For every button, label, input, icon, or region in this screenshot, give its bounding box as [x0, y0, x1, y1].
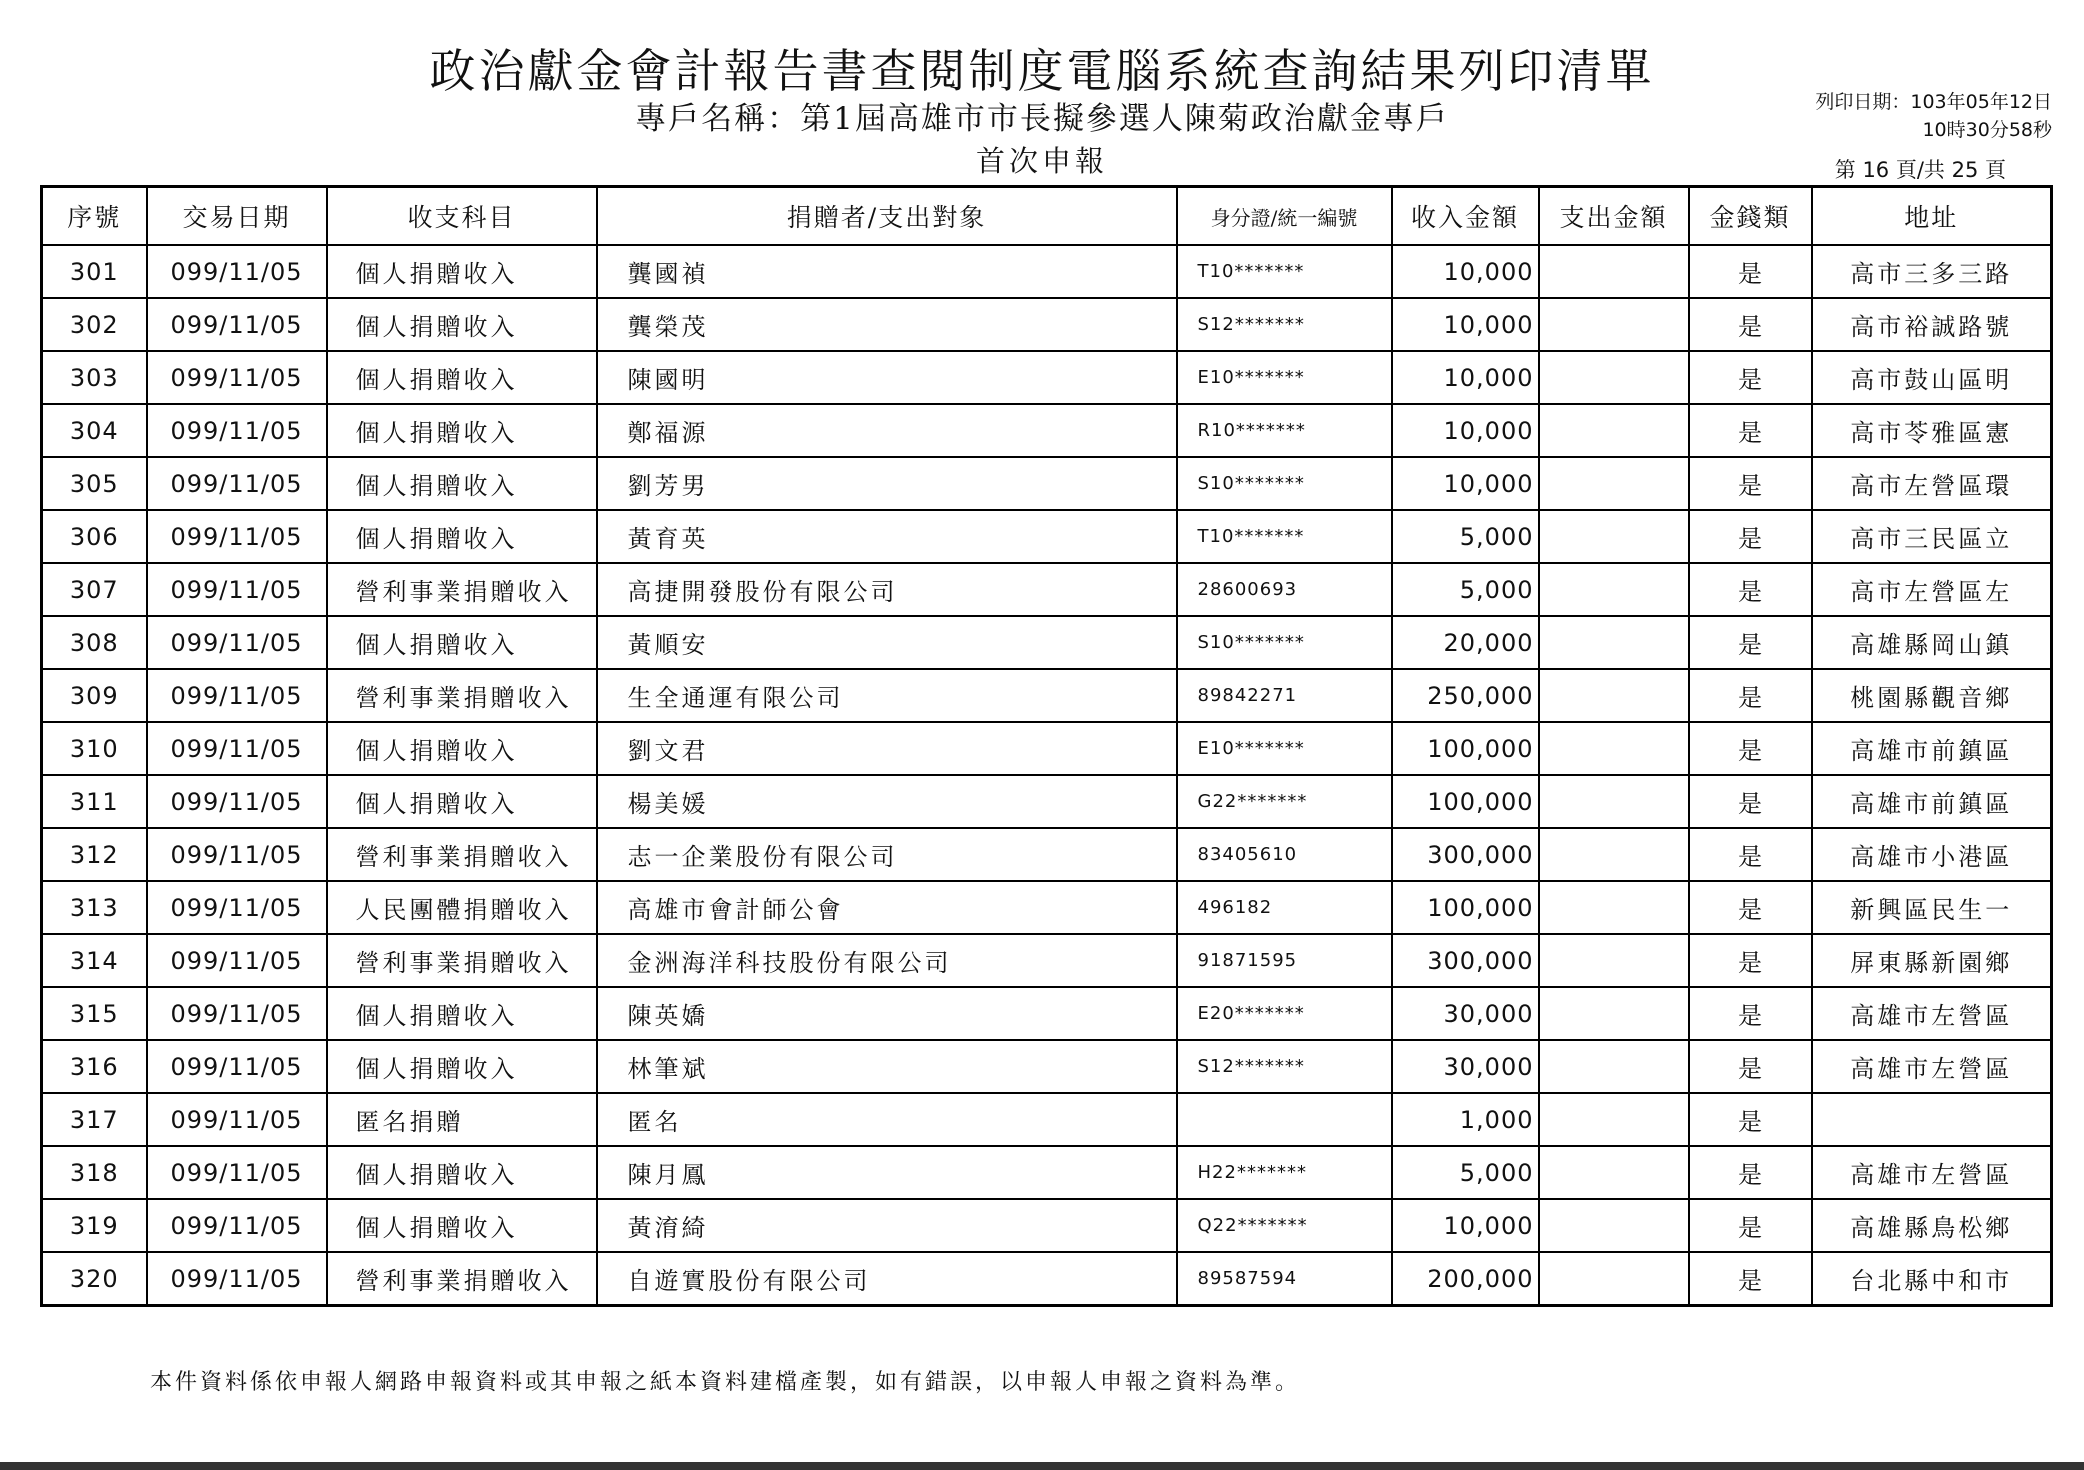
cell-seq: 306 [42, 510, 147, 563]
cell-expense [1539, 1252, 1689, 1306]
cell-id-number: E20******* [1177, 987, 1392, 1040]
cell-address: 高雄縣鳥松鄉 [1812, 1199, 2052, 1252]
cell-date: 099/11/05 [147, 1252, 327, 1306]
table-row [42, 457, 2052, 510]
cell-date: 099/11/05 [147, 669, 327, 722]
cell-income: 10,000 [1392, 404, 1539, 457]
cell-date: 099/11/05 [147, 351, 327, 404]
cell-category: 個人捐贈收入 [327, 510, 597, 563]
cell-id-number: E10******* [1177, 351, 1392, 404]
cell-seq: 310 [42, 722, 147, 775]
cell-date: 099/11/05 [147, 1040, 327, 1093]
cell-id-number: E10******* [1177, 722, 1392, 775]
table-row [42, 563, 2052, 616]
cell-money-type: 是 [1689, 987, 1812, 1040]
table-row [42, 351, 2052, 404]
cell-income: 10,000 [1392, 245, 1539, 298]
cell-expense [1539, 722, 1689, 775]
cell-date: 099/11/05 [147, 616, 327, 669]
header-date: 交易日期 [147, 187, 327, 246]
header-income: 收入金額 [1392, 187, 1539, 246]
cell-address: 高雄市前鎮區 [1812, 775, 2052, 828]
cell-money-type: 是 [1689, 1199, 1812, 1252]
cell-counterparty: 金洲海洋科技股份有限公司 [597, 934, 1177, 987]
cell-seq: 312 [42, 828, 147, 881]
table-row [42, 1199, 2052, 1252]
header-expense: 支出金額 [1539, 187, 1689, 246]
cell-date: 099/11/05 [147, 1146, 327, 1199]
cell-income: 10,000 [1392, 351, 1539, 404]
cell-money-type: 是 [1689, 934, 1812, 987]
cell-address: 高雄市小港區 [1812, 828, 2052, 881]
cell-expense [1539, 298, 1689, 351]
cell-id-number: 89842271 [1177, 669, 1392, 722]
cell-expense [1539, 1093, 1689, 1146]
cell-counterparty: 志一企業股份有限公司 [597, 828, 1177, 881]
cell-expense [1539, 828, 1689, 881]
cell-income: 250,000 [1392, 669, 1539, 722]
cell-seq: 304 [42, 404, 147, 457]
table-row [42, 298, 2052, 351]
cell-expense [1539, 510, 1689, 563]
cell-date: 099/11/05 [147, 510, 327, 563]
cell-date: 099/11/05 [147, 987, 327, 1040]
cell-id-number: T10******* [1177, 510, 1392, 563]
cell-address: 高市左營區環 [1812, 457, 2052, 510]
cell-money-type: 是 [1689, 722, 1812, 775]
cell-expense [1539, 1146, 1689, 1199]
cell-id-number: H22******* [1177, 1146, 1392, 1199]
cell-counterparty: 鄭福源 [597, 404, 1177, 457]
cell-category: 個人捐贈收入 [327, 1146, 597, 1199]
header-address: 地址 [1812, 187, 2052, 246]
table-header-row [42, 187, 2052, 246]
cell-seq: 320 [42, 1252, 147, 1306]
cell-income: 10,000 [1392, 298, 1539, 351]
cell-counterparty: 龔榮茂 [597, 298, 1177, 351]
cell-income: 200,000 [1392, 1252, 1539, 1306]
cell-money-type: 是 [1689, 351, 1812, 404]
cell-id-number: S10******* [1177, 457, 1392, 510]
cell-seq: 303 [42, 351, 147, 404]
cell-counterparty: 陳英嬌 [597, 987, 1177, 1040]
cell-address: 高雄市前鎮區 [1812, 722, 2052, 775]
cell-address: 高市苓雅區憲 [1812, 404, 2052, 457]
cell-date: 099/11/05 [147, 881, 327, 934]
cell-date: 099/11/05 [147, 722, 327, 775]
cell-income: 5,000 [1392, 563, 1539, 616]
cell-category: 營利事業捐贈收入 [327, 563, 597, 616]
cell-seq: 302 [42, 298, 147, 351]
cell-date: 099/11/05 [147, 934, 327, 987]
cell-counterparty: 黃淯綺 [597, 1199, 1177, 1252]
cell-address: 高雄市左營區 [1812, 987, 2052, 1040]
cell-category: 個人捐贈收入 [327, 351, 597, 404]
cell-counterparty: 林筆斌 [597, 1040, 1177, 1093]
cell-id-number: Q22******* [1177, 1199, 1392, 1252]
cell-expense [1539, 404, 1689, 457]
cell-income: 1,000 [1392, 1093, 1539, 1146]
cell-money-type: 是 [1689, 775, 1812, 828]
cell-id-number: 83405610 [1177, 828, 1392, 881]
cell-counterparty: 劉文君 [597, 722, 1177, 775]
cell-expense [1539, 881, 1689, 934]
cell-seq: 311 [42, 775, 147, 828]
cell-money-type: 是 [1689, 404, 1812, 457]
cell-category: 個人捐贈收入 [327, 1040, 597, 1093]
cell-money-type: 是 [1689, 1252, 1812, 1306]
cell-expense [1539, 669, 1689, 722]
cell-date: 099/11/05 [147, 563, 327, 616]
cell-seq: 316 [42, 1040, 147, 1093]
table-row [42, 881, 2052, 934]
cell-income: 5,000 [1392, 510, 1539, 563]
cell-seq: 315 [42, 987, 147, 1040]
cell-id-number: S10******* [1177, 616, 1392, 669]
table-row [42, 245, 2052, 298]
cell-address: 高雄縣岡山鎮 [1812, 616, 2052, 669]
table-row [42, 510, 2052, 563]
header-counterparty: 捐贈者/支出對象 [597, 187, 1177, 246]
cell-money-type: 是 [1689, 457, 1812, 510]
cell-money-type: 是 [1689, 616, 1812, 669]
cell-date: 099/11/05 [147, 1093, 327, 1146]
cell-income: 20,000 [1392, 616, 1539, 669]
cell-expense [1539, 457, 1689, 510]
cell-counterparty: 陳國明 [597, 351, 1177, 404]
cell-money-type: 是 [1689, 1146, 1812, 1199]
cell-category: 個人捐贈收入 [327, 245, 597, 298]
cell-category: 營利事業捐贈收入 [327, 828, 597, 881]
cell-expense [1539, 1040, 1689, 1093]
cell-income: 100,000 [1392, 775, 1539, 828]
cell-address: 高雄市左營區 [1812, 1040, 2052, 1093]
page-counter: 第 16 頁/共 25 頁 [1834, 158, 2006, 182]
print-timestamp [1815, 88, 2052, 144]
cell-income: 300,000 [1392, 934, 1539, 987]
cell-seq: 313 [42, 881, 147, 934]
cell-category: 個人捐贈收入 [327, 722, 597, 775]
cell-date: 099/11/05 [147, 245, 327, 298]
print-time: 10時30分58秒 [1922, 119, 2052, 141]
cell-counterparty: 生全通運有限公司 [597, 669, 1177, 722]
cell-income: 300,000 [1392, 828, 1539, 881]
account-name: 專戶名稱：第1屆高雄市市長擬參選人陳菊政治獻金專戶 [635, 101, 1449, 137]
table-row [42, 1146, 2052, 1199]
cell-seq: 319 [42, 1199, 147, 1252]
cell-date: 099/11/05 [147, 828, 327, 881]
cell-expense [1539, 245, 1689, 298]
cell-expense [1539, 775, 1689, 828]
cell-id-number: S12******* [1177, 298, 1392, 351]
cell-address: 高雄市左營區 [1812, 1146, 2052, 1199]
section-label: 首次申報 [975, 144, 1108, 178]
header-id-number: 身分證/統一編號 [1177, 187, 1392, 246]
cell-category: 個人捐贈收入 [327, 1199, 597, 1252]
cell-seq: 308 [42, 616, 147, 669]
table-row [42, 1093, 2052, 1146]
cell-category: 營利事業捐贈收入 [327, 934, 597, 987]
cell-category: 營利事業捐贈收入 [327, 669, 597, 722]
cell-money-type: 是 [1689, 669, 1812, 722]
cell-category: 個人捐贈收入 [327, 616, 597, 669]
cell-money-type: 是 [1689, 881, 1812, 934]
cell-id-number: 91871595 [1177, 934, 1392, 987]
cell-date: 099/11/05 [147, 404, 327, 457]
cell-money-type: 是 [1689, 828, 1812, 881]
cell-money-type: 是 [1689, 1093, 1812, 1146]
footer-note: 本件資料係依申報人網路申報資料或其申報之紙本資料建檔產製，如有錯誤，以申報人申報之資料為準。 [150, 1370, 1301, 1395]
cell-income: 10,000 [1392, 1199, 1539, 1252]
cell-expense [1539, 934, 1689, 987]
header-category: 收支科目 [327, 187, 597, 246]
report-title: 政治獻金會計報告書查閱制度電腦系統查詢結果列印清單 [429, 44, 1655, 98]
cell-expense [1539, 616, 1689, 669]
cell-id-number: T10******* [1177, 245, 1392, 298]
cell-expense [1539, 1199, 1689, 1252]
cell-category: 個人捐贈收入 [327, 987, 597, 1040]
print-date: 列印日期：103年05年12日 [1815, 91, 2052, 113]
cell-counterparty: 陳月鳳 [597, 1146, 1177, 1199]
cell-income: 100,000 [1392, 881, 1539, 934]
bottom-scan-edge [0, 1462, 2084, 1470]
cell-date: 099/11/05 [147, 775, 327, 828]
table-row [42, 722, 2052, 775]
cell-address: 高市左營區左 [1812, 563, 2052, 616]
cell-category: 人民團體捐贈收入 [327, 881, 597, 934]
cell-id-number: 496182 [1177, 881, 1392, 934]
cell-income: 5,000 [1392, 1146, 1539, 1199]
cell-counterparty: 高雄市會計師公會 [597, 881, 1177, 934]
table-row [42, 1040, 2052, 1093]
table-row [42, 828, 2052, 881]
table-row [42, 775, 2052, 828]
table-row [42, 404, 2052, 457]
table-row [42, 669, 2052, 722]
cell-expense [1539, 987, 1689, 1040]
cell-counterparty: 高捷開發股份有限公司 [597, 563, 1177, 616]
cell-category: 個人捐贈收入 [327, 775, 597, 828]
cell-date: 099/11/05 [147, 298, 327, 351]
donation-table [40, 185, 2053, 1307]
cell-address: 高市三民區立 [1812, 510, 2052, 563]
table-body [42, 245, 2052, 1306]
cell-income: 30,000 [1392, 1040, 1539, 1093]
cell-money-type: 是 [1689, 1040, 1812, 1093]
cell-money-type: 是 [1689, 510, 1812, 563]
cell-income: 100,000 [1392, 722, 1539, 775]
cell-id-number: R10******* [1177, 404, 1392, 457]
cell-expense [1539, 351, 1689, 404]
cell-income: 10,000 [1392, 457, 1539, 510]
cell-address: 桃園縣觀音鄉 [1812, 669, 2052, 722]
cell-category: 個人捐贈收入 [327, 404, 597, 457]
cell-seq: 317 [42, 1093, 147, 1146]
cell-address: 高市三多三路 [1812, 245, 2052, 298]
header-seq: 序號 [42, 187, 147, 246]
cell-address: 高市裕誠路號 [1812, 298, 2052, 351]
table-row [42, 1252, 2052, 1306]
cell-address [1812, 1093, 2052, 1146]
cell-address: 台北縣中和市 [1812, 1252, 2052, 1306]
cell-money-type: 是 [1689, 298, 1812, 351]
cell-seq: 314 [42, 934, 147, 987]
cell-category: 匿名捐贈 [327, 1093, 597, 1146]
cell-seq: 318 [42, 1146, 147, 1199]
cell-counterparty: 楊美媛 [597, 775, 1177, 828]
cell-seq: 309 [42, 669, 147, 722]
header-money-type: 金錢類 [1689, 187, 1812, 246]
cell-counterparty: 自遊實股份有限公司 [597, 1252, 1177, 1306]
cell-seq: 305 [42, 457, 147, 510]
cell-id-number [1177, 1093, 1392, 1146]
cell-category: 個人捐贈收入 [327, 298, 597, 351]
table-row [42, 987, 2052, 1040]
cell-id-number: 28600693 [1177, 563, 1392, 616]
cell-counterparty: 黃順安 [597, 616, 1177, 669]
cell-date: 099/11/05 [147, 1199, 327, 1252]
cell-category: 營利事業捐贈收入 [327, 1252, 597, 1306]
cell-address: 新興區民生一 [1812, 881, 2052, 934]
cell-money-type: 是 [1689, 245, 1812, 298]
cell-money-type: 是 [1689, 563, 1812, 616]
cell-income: 30,000 [1392, 987, 1539, 1040]
cell-address: 屏東縣新園鄉 [1812, 934, 2052, 987]
cell-category: 個人捐贈收入 [327, 457, 597, 510]
cell-seq: 307 [42, 563, 147, 616]
cell-counterparty: 劉芳男 [597, 457, 1177, 510]
cell-id-number: G22******* [1177, 775, 1392, 828]
table-row [42, 616, 2052, 669]
cell-counterparty: 龔國禎 [597, 245, 1177, 298]
cell-address: 高市鼓山區明 [1812, 351, 2052, 404]
cell-id-number: S12******* [1177, 1040, 1392, 1093]
cell-date: 099/11/05 [147, 457, 327, 510]
cell-seq: 301 [42, 245, 147, 298]
cell-counterparty: 黃育英 [597, 510, 1177, 563]
cell-id-number: 89587594 [1177, 1252, 1392, 1306]
table-row [42, 934, 2052, 987]
cell-expense [1539, 563, 1689, 616]
cell-counterparty: 匿名 [597, 1093, 1177, 1146]
